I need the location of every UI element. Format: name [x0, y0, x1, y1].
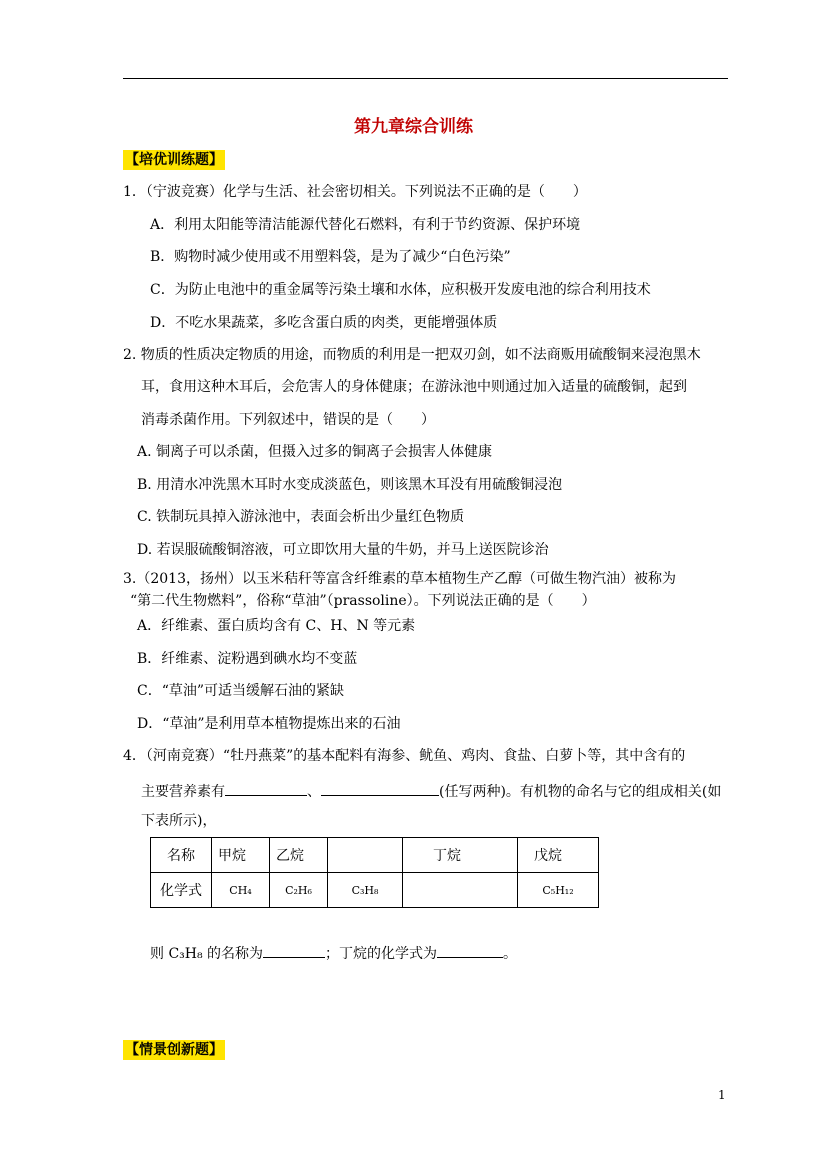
q4-stem-line3: 下表所示)，: [141, 813, 217, 829]
q1-option-b: B．购物时减少使用或不用塑料袋，是为了减少“白色污染”: [150, 249, 511, 265]
q3-option-a: A．纤维素、蛋白质均含有 C、H、N 等元素: [137, 618, 416, 634]
q2-stem-line2: 耳，食用这种木耳后，会危害人的身体健康；在游泳池中则通过加入适量的硫酸铜，起到: [141, 379, 687, 395]
table-cell: CH₄: [212, 873, 270, 908]
table-cell: C₅H₁₂: [518, 873, 599, 908]
table-cell: 名称: [151, 838, 212, 873]
q4-question: [150, 941, 517, 964]
table-cell: 戊烷: [518, 838, 599, 873]
section-heading-training: 【培优训练题】: [125, 152, 223, 168]
page-number: 1: [718, 1088, 726, 1102]
table-cell: 化学式: [151, 873, 212, 908]
answer-blank-nutrient-2[interactable]: [321, 779, 439, 796]
q2-option-c: C. 铁制玩具掉入游泳池中，表面会析出少量红色物质: [137, 509, 465, 525]
q3-option-c: C．“草油”可适当缓解石油的紧缺: [137, 683, 345, 699]
q2-stem-line3: 消毒杀菌作用。下列叙述中，错误的是（ ）: [141, 412, 435, 428]
alkane-table: [150, 837, 599, 908]
table-row: [151, 873, 599, 908]
header-rule: [123, 78, 728, 79]
q4-question-part2: ；丁烷的化学式为: [325, 946, 438, 962]
page-title: 第九章综合训练: [354, 117, 473, 137]
q3-stem-line1: 3.（2013，扬州）以玉米秸秆等富含纤维素的草本植物生产乙醇（可做生物汽油）被称为: [123, 571, 676, 587]
answer-blank-c3h8-name[interactable]: [263, 941, 325, 958]
answer-blank-butane-formula[interactable]: [437, 941, 503, 958]
q4-stem-line2: [141, 779, 721, 802]
q1-option-d: D．不吃水果蔬菜，多吃含蛋白质的肉类，更能增强体质: [150, 315, 498, 331]
q1-option-c: C．为防止电池中的重金属等污染土壤和水体，应积极开发废电池的综合利用技术: [150, 282, 651, 298]
q3-option-b: B．纤维素、淀粉遇到碘水均不变蓝: [137, 651, 358, 667]
table-cell: [403, 873, 518, 908]
q3-option-d: D．“草油”是利用草本植物提炼出来的石油: [137, 716, 401, 732]
q2-option-d: D. 若误服硫酸铜溶液，可立即饮用大量的牛奶，并马上送医院诊治: [137, 542, 549, 558]
table-cell: C₂H₆: [270, 873, 328, 908]
q1-stem: 1．（宁波竞赛）化学与生活、社会密切相关。下列说法不正确的是（ ）: [123, 184, 587, 200]
q1-option-a: A．利用太阳能等清洁能源代替化石燃料，有利于节约资源、保护环境: [150, 217, 581, 233]
q4-stem-text-a: 主要营养素有: [141, 784, 225, 800]
table-cell: 甲烷: [212, 838, 270, 873]
table-cell: 丁烷: [403, 838, 518, 873]
table-row: [151, 838, 599, 873]
answer-blank-nutrient-1[interactable]: [225, 779, 307, 796]
q4-question-part1: 则 C₃H₈ 的名称为: [150, 946, 264, 962]
table-cell: 乙烷: [270, 838, 328, 873]
section-heading-scenario: 【情景创新题】: [125, 1042, 223, 1058]
table-cell: C₃H₈: [328, 873, 403, 908]
q4-stem-separator: 、: [307, 784, 321, 800]
q2-option-b: B. 用清水冲洗黑木耳时水变成淡蓝色，则该黑木耳没有用硫酸铜浸泡: [137, 477, 563, 493]
q4-question-part3: 。: [503, 946, 518, 962]
q4-stem-line1: 4．（河南竞赛）“牡丹燕菜”的基本配料有海参、鱿鱼、鸡肉、食盐、白萝卜等，其中含有的: [123, 748, 686, 764]
q4-stem-text-b: (任写两种)。有机物的命名与它的组成相关(如: [439, 784, 722, 800]
table-cell: [328, 838, 403, 873]
q2-stem-line1: 2. 物质的性质决定物质的用途，而物质的利用是一把双刃剑，如不法商贩用硫酸铜来浸泡黑木: [123, 347, 701, 363]
q3-stem-line2: “第二代生物燃料”，俗称“草油”（prassoline）。下列说法正确的是（ ）: [130, 593, 596, 609]
q2-option-a: A. 铜离子可以杀菌，但摄入过多的铜离子会损害人体健康: [137, 444, 493, 460]
